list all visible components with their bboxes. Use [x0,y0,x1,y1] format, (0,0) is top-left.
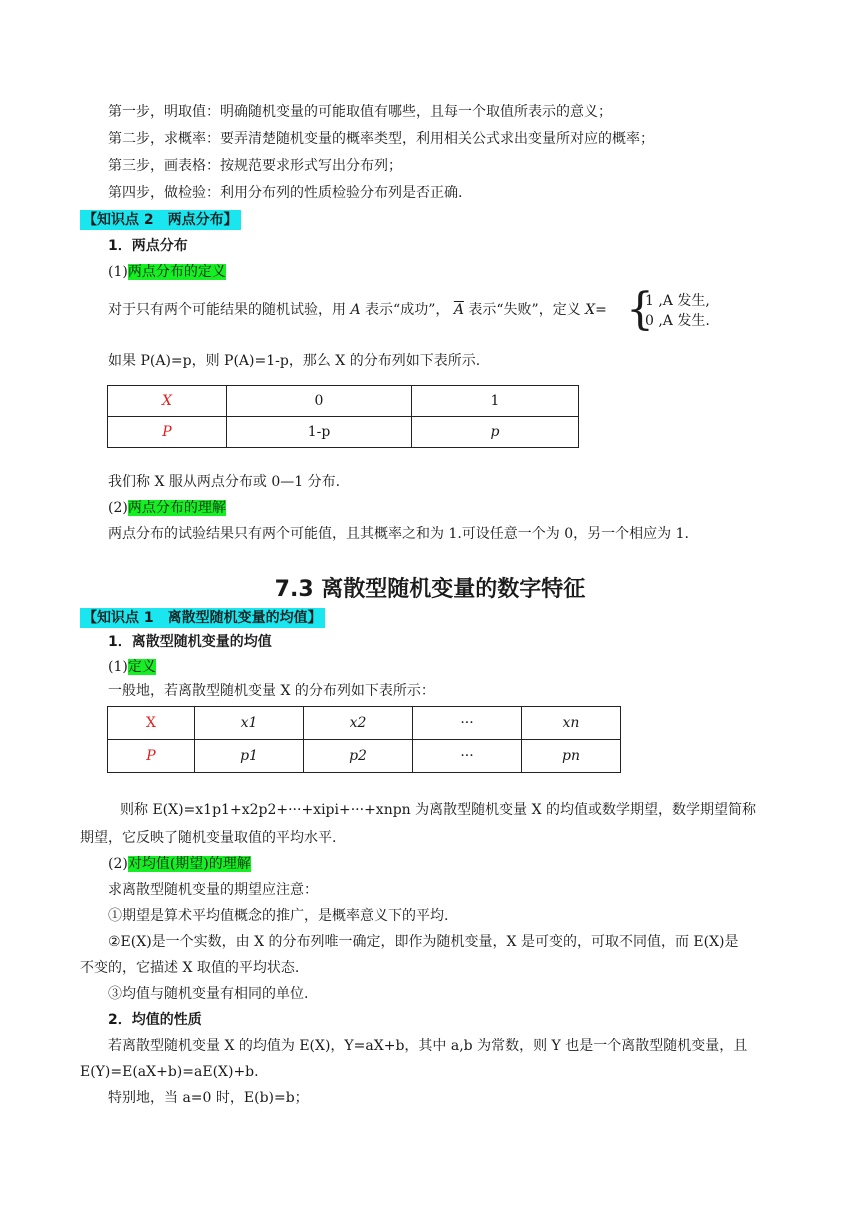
table-cell: x1 [195,707,304,740]
two-point-distribution-table [107,385,579,448]
two-point-definition-label: (1)两点分布的定义 [108,264,226,280]
piecewise-case-1: 1 ,A 发生, [645,293,710,309]
knowledge-point-1-tag: 【知识点 1 离散型随机变量的均值】 [80,608,325,628]
two-point-call-text: 我们称 X 服从两点分布或 0—1 分布. [108,474,341,490]
table-cell: 0 [227,386,412,417]
two-point-definition-text: 对于只有两个可能结果的随机试验，用 A 表示“成功”， $\overline{A}$ 表示“失败”，定义 X= [108,302,607,318]
two-point-if-text: 如果 P(A)=p，则 P(A)=1-p，那么 X 的分布列如下表所示. [108,353,481,369]
table-cell: p1 [195,740,304,773]
table-cell: xn [522,707,621,740]
mean-definition-line-2: 期望，它反映了随机变量取值的平均水平. [80,830,337,846]
table-cell: X [108,707,195,740]
step-2: 第二步，求概率：要弄清楚随机变量的概率类型，利用相关公式求出变量所对应的概率； [108,131,654,147]
step-3: 第三步，画表格：按规范要求形式写出分布列； [108,158,402,174]
property-line-2: E(Y)=E(aX+b)=aE(X)+b. [80,1064,259,1080]
table-cell: 1 [412,386,579,417]
mean-definition-line-1: 则称 E(X)=x1p1+x2p2+···+xipi+···+xnpn 为离散型随机变量 X 的均值或数学期望，数学期望简称 [120,802,757,818]
table-cell: 1-p [227,417,412,448]
highlight-understanding: 两点分布的理解 [127,500,226,516]
two-point-heading: 1．两点分布 [108,238,188,254]
note-2-line-2: 不变的，它描述 X 取值的平均状态. [80,960,300,976]
section-title: 7.3 离散型随机变量的数字特征 [274,577,586,602]
table-cell: x2 [304,707,413,740]
table-cell: X [108,386,227,417]
mean-intro: 一般地，若离散型随机变量 X 的分布列如下表所示： [108,683,435,699]
mean-definition-label: (1)定义 [108,659,156,675]
highlight-definition: 两点分布的定义 [127,264,226,280]
note-2-line-1: ②E(X)是一个实数，由 X 的分布列唯一确定，即作为随机变量，X 是可变的，可取不同值，而 E(X)是 [108,934,739,950]
highlight-understanding: 对均值(期望)的理解 [127,856,251,872]
table-cell: pn [522,740,621,773]
property-line-1: 若离散型随机变量 X 的均值为 E(X)，Y=aX+b，其中 a,b 为常数，则 Y 也是一个离散型随机变量，且 [108,1038,748,1054]
discrete-distribution-table [107,706,621,773]
knowledge-point-2-tag: 【知识点 2 两点分布】 [80,210,241,230]
table-cell: P [108,417,227,448]
table-cell: p [412,417,579,448]
table-cell: ··· [413,707,522,740]
two-point-understanding-label: (2)两点分布的理解 [108,500,226,516]
table-row [108,386,579,417]
two-point-understanding-text: 两点分布的试验结果只有两个可能值，且其概率之和为 1.可设任意一个为 0，另一个相应为 1. [108,526,689,542]
mean-properties-heading: 2．均值的性质 [108,1012,202,1028]
note-1: ①期望是算术平均值概念的推广，是概率意义下的平均. [108,908,449,924]
table-cell: P [108,740,195,773]
table-row [108,707,621,740]
mean-heading: 1．离散型随机变量的均值 [108,634,272,650]
step-1: 第一步，明取值：明确随机变量的可能取值有哪些，且每一个取值所表示的意义； [108,104,612,120]
table-row [108,417,579,448]
step-4: 第四步，做检验：利用分布列的性质检验分布列是否正确. [108,185,463,201]
table-cell: ··· [413,740,522,773]
special-case: 特别地，当 a=0 时，E(b)=b； [108,1090,309,1106]
piecewise-brace: { [626,284,654,335]
notes-intro: 求离散型随机变量的期望应注意： [108,882,318,898]
highlight-definition: 定义 [127,659,156,675]
note-3: ③均值与随机变量有相同的单位. [108,986,309,1002]
piecewise-case-2: 0 ,A 发生. [645,313,710,329]
table-cell: p2 [304,740,413,773]
mean-understanding-label: (2)对均值(期望)的理解 [108,856,251,872]
table-row [108,740,621,773]
